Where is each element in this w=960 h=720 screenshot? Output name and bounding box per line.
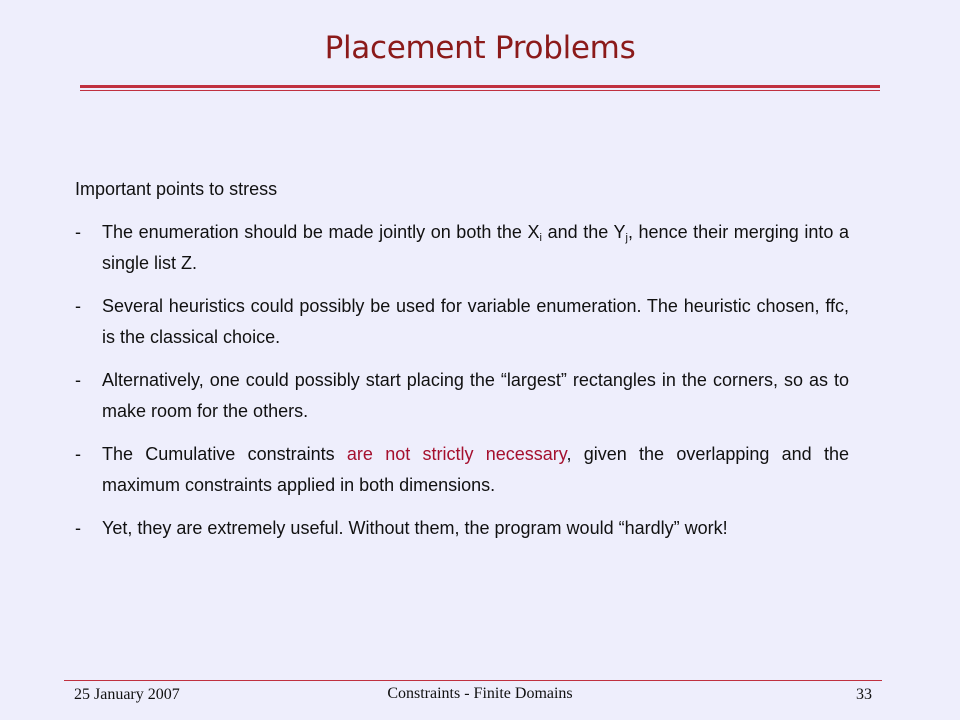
bullet-dash: -	[75, 296, 81, 316]
page-number: 33	[856, 686, 872, 703]
title-rule-thin	[80, 90, 880, 91]
bullet-dash: -	[75, 370, 81, 390]
intro-text: Important points to stress	[75, 179, 278, 199]
title-rule-thick	[80, 85, 880, 88]
bullet-dash: -	[75, 444, 81, 464]
subscript-i: i	[539, 232, 542, 244]
footer-title: Constraints - Finite Domains	[387, 685, 573, 702]
bullet-dash: -	[75, 222, 81, 242]
highlighted-phrase: are not strictly necessary	[346, 444, 567, 464]
bullet-text: Yet, they are extremely useful. Without them, the program would “hardly” work!	[102, 518, 728, 538]
footer-date: 25 January 2007	[74, 686, 180, 703]
footer-rule	[64, 680, 882, 681]
bullet-text	[102, 217, 849, 279]
slide-title: Placement Problems	[324, 30, 636, 66]
bullet-text: Alternatively, one could possibly start placing the “largest” rectangles in the corners, so as to make room for the others.	[102, 370, 849, 421]
bullet-text: Several heuristics could possibly be used for variable enumeration. The heuristic chosen, ffc, is the classical choice.	[102, 296, 849, 347]
bullet-text	[102, 439, 849, 501]
bullet-item	[75, 439, 849, 501]
bullet-item	[75, 217, 849, 279]
bullet-dash: -	[75, 518, 81, 538]
bullet-item	[75, 513, 849, 544]
bullet-text-part: , given the overlapping and the maximum constraints applied in both dimensions.	[102, 444, 849, 495]
bullet-item	[75, 365, 849, 427]
bullet-text-part: The Cumulative constraints	[102, 444, 347, 464]
bullet-item	[75, 291, 849, 353]
subscript-j: j	[625, 232, 628, 244]
bullet-text-part: , hence their merging into a single list Z.	[102, 222, 849, 273]
slide-body	[75, 174, 849, 556]
bullet-text-part: and the Y	[542, 222, 626, 242]
bullet-text-part: The enumeration should be made jointly on both the X	[102, 222, 540, 242]
